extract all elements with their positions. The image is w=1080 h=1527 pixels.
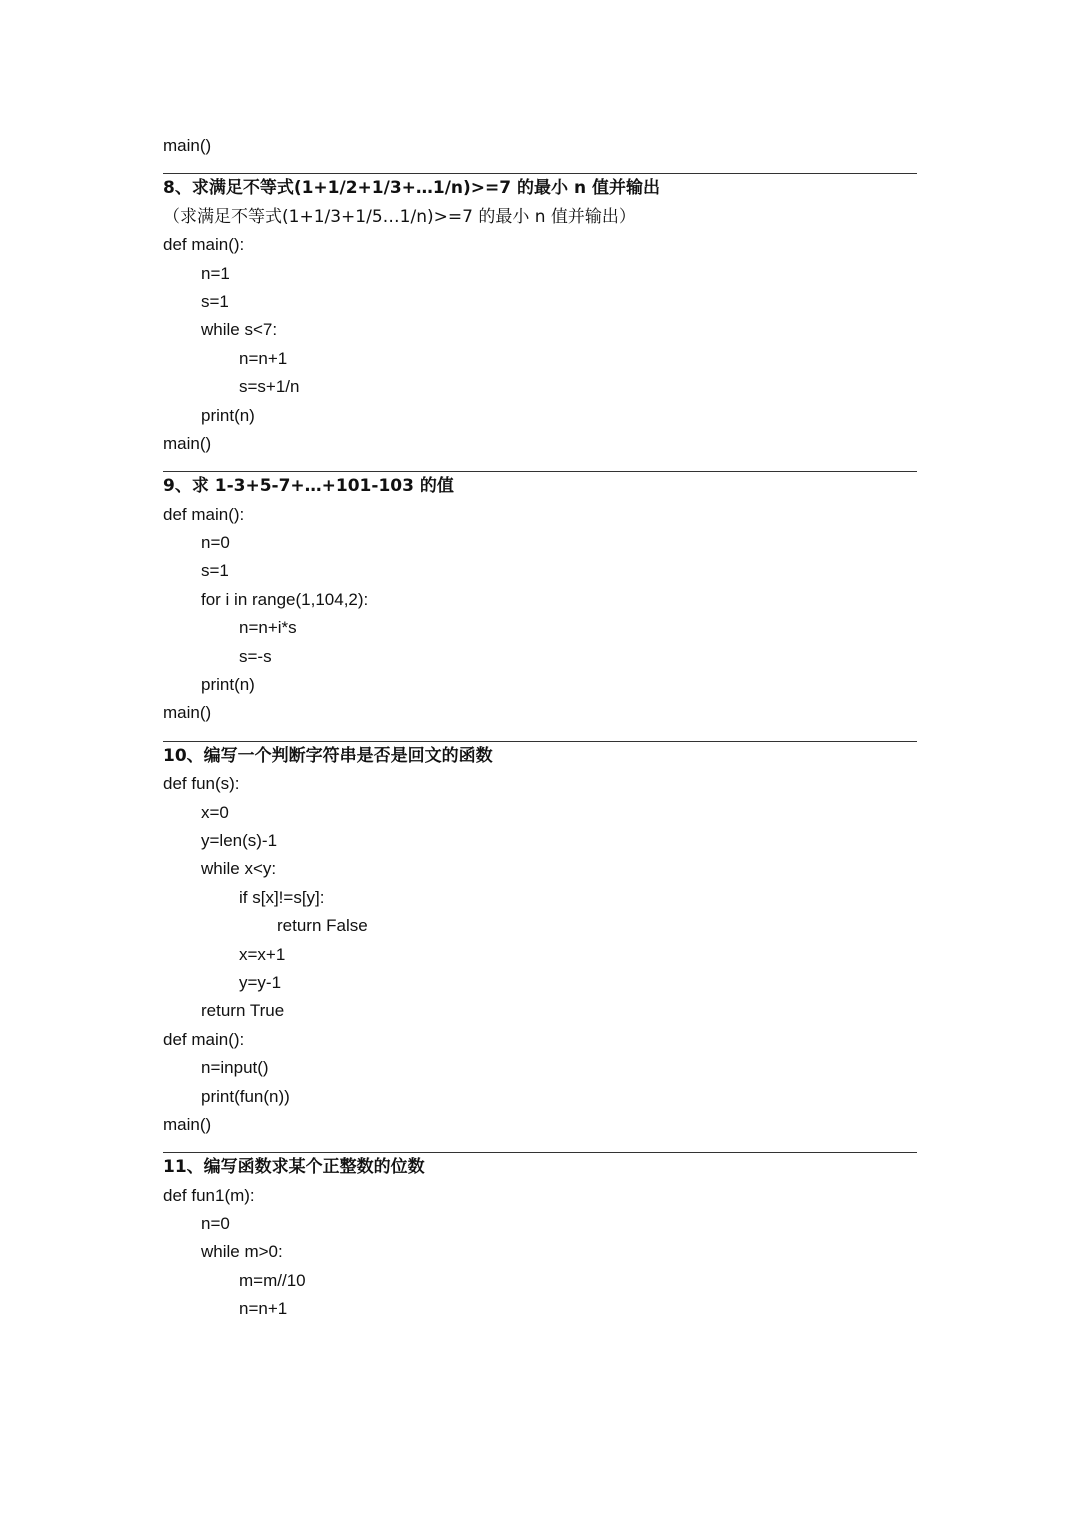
code-line: x=0: [201, 802, 229, 822]
code-line: n=n+1: [239, 1299, 288, 1319]
code-line: n=n+1: [239, 348, 288, 368]
code-line: while s<7:: [201, 320, 278, 340]
code-line: main(): [163, 703, 212, 723]
code-line: n=0: [201, 533, 230, 553]
code-line: n=0: [201, 1214, 230, 1234]
code-line: def fun(s):: [163, 774, 240, 794]
code-block: [163, 1182, 917, 1324]
code-line: return False: [277, 916, 368, 936]
code-line: main(): [163, 1114, 212, 1134]
question-9: [163, 472, 917, 728]
code-line: n=n+i*s: [239, 618, 297, 638]
code-line: if s[x]!=s[y]:: [239, 887, 325, 907]
code-line: while m>0:: [201, 1242, 283, 1262]
question-8: [163, 174, 917, 458]
question-title: 8、求满足不等式(1+1/2+1/3+…1/n)>=7 的最小 n 值并输出: [163, 178, 660, 199]
code-line: s=1: [201, 291, 229, 311]
code-line: s=s+1/n: [239, 377, 300, 397]
code-line: def main():: [163, 504, 245, 524]
question-title: 9、求 1-3+5-7+…+101-103 的值: [163, 476, 454, 497]
code-line: y=y-1: [239, 972, 282, 992]
code-line: def main():: [163, 235, 245, 255]
code-line: return True: [201, 1001, 285, 1021]
code-block: [163, 231, 917, 458]
code-line: main(): [163, 433, 212, 453]
code-line: y=len(s)-1: [201, 830, 278, 850]
question-title: 11、编写函数求某个正整数的位数: [163, 1157, 425, 1178]
code-line: n=input(): [201, 1058, 269, 1078]
code-line: for i in range(1,104,2):: [201, 589, 369, 609]
code-line: print(fun(n)): [201, 1086, 290, 1106]
code-line: x=x+1: [239, 944, 286, 964]
document-page: [163, 132, 917, 1324]
code-line: s=1: [201, 561, 229, 581]
code-line: def fun1(m):: [163, 1185, 255, 1205]
question-11: [163, 1153, 917, 1323]
code-line: while x<y:: [201, 859, 277, 879]
code-line: print(n): [201, 675, 255, 695]
code-line: print(n): [201, 405, 255, 425]
question-subtitle: （求满足不等式(1+1/3+1/5…1/n)>=7 的最小 n 值并输出）: [163, 206, 636, 227]
question-title: 10、编写一个判断字符串是否是回文的函数: [163, 745, 493, 766]
code-line: def main():: [163, 1029, 245, 1049]
code-line: s=-s: [239, 646, 272, 666]
code-block: [163, 770, 917, 1139]
code-block: [163, 501, 917, 728]
code-line: m=m//10: [239, 1270, 306, 1290]
code-line: n=1: [201, 263, 230, 283]
question-10: [163, 742, 917, 1139]
code-line: main(): [163, 136, 212, 155]
